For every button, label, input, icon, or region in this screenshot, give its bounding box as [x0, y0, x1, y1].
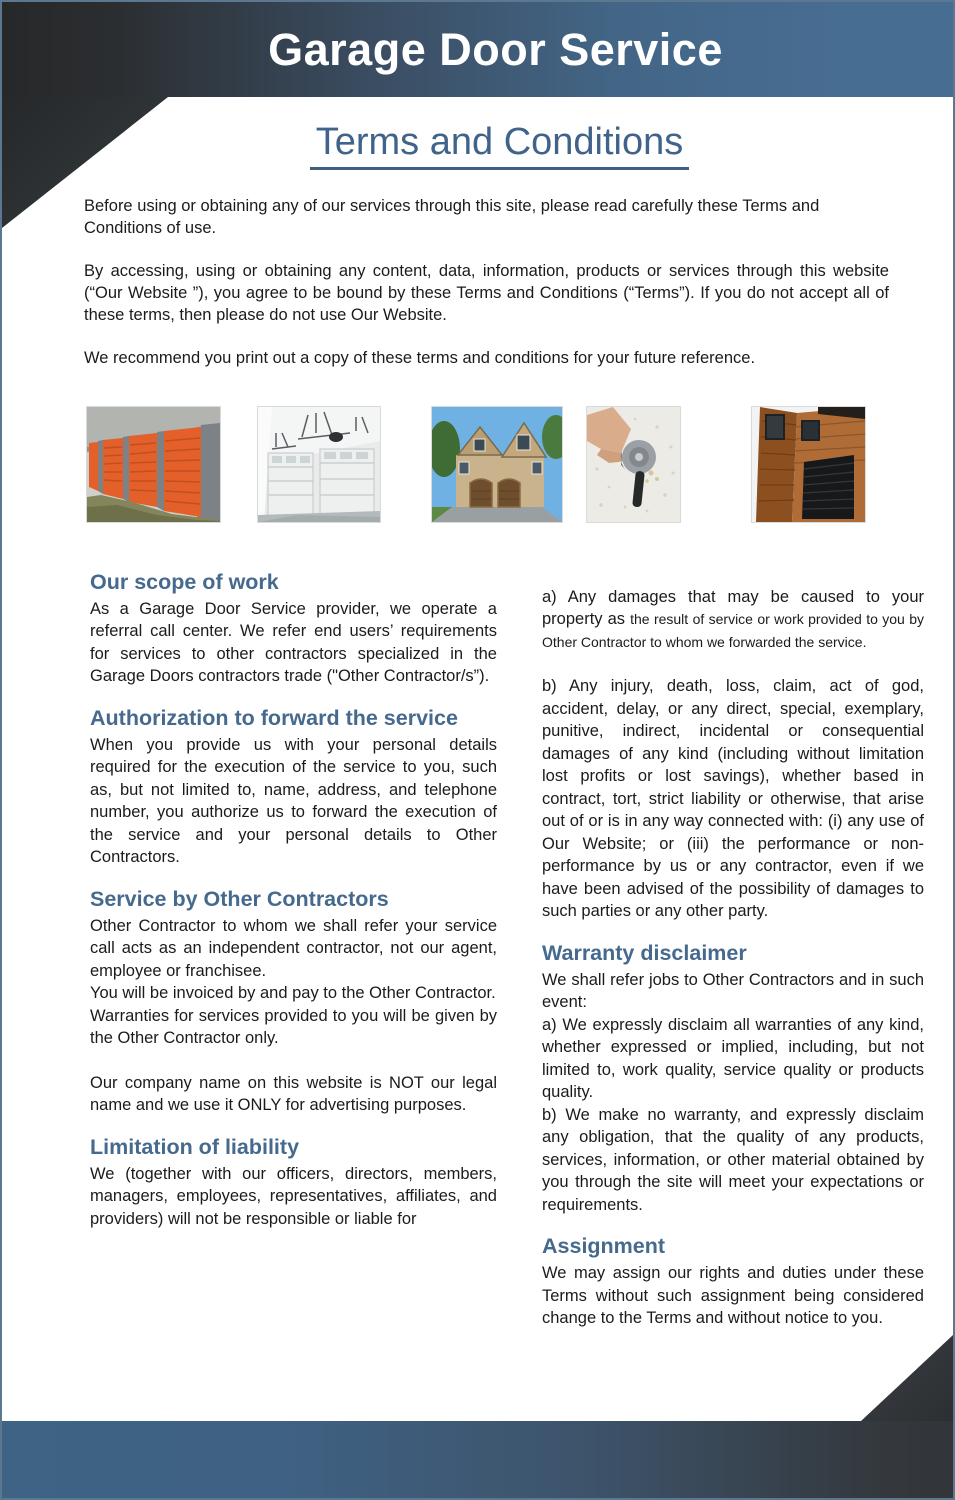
photo-row	[87, 407, 953, 522]
damages-paragraph-b: b) Any injury, death, loss, claim, act of god, accident, delay, or any direct, special, exemplary, punitive, indirect, incidental or consequential damages of any kind (including without limitation lost profits or lost savings), whether based in contract, tort, strict liability or otherwise, that arise out of or is in any way connected with: (i) any use of Our Website; or (iii) the performance or non-performance by us or any contractor, even if we have been advised of the possibility of damages to such parties or any other party.	[542, 677, 924, 921]
section-heading-assignment: Assignment	[542, 1234, 666, 1259]
intro-paragraph-3: We recommend you print out a copy of these terms and conditions for your future reference.	[84, 348, 756, 367]
damages-a-detail: the result of service or work provided to you by Other Contractor to whom we forwarded the service.	[542, 611, 925, 650]
section-heading-service-by-others: Service by Other Contractors	[90, 886, 389, 911]
left-column	[90, 569, 497, 1330]
warranty-item-b: b) We make no warranty, and expressly disclaim any obligation, that the quality of any products, services, information, or other material obtained by you through the site will meet your expectations or requirements.	[542, 1105, 924, 1214]
footer-band	[2, 1421, 953, 1498]
photo-orange-storage-units	[87, 407, 220, 522]
assignment-paragraph: We may assign our rights and duties under these Terms without such assignment being considered change to the Terms and without notice to you.	[542, 1264, 924, 1328]
service-by-others-line-2: You will be invoiced by and pay to the Other Contractor.	[90, 984, 496, 1003]
service-by-others-line-1: Other Contractor to whom we shall refer your service call acts as an independent contractor, not our agent, employee or franchisee.	[90, 916, 497, 980]
photo-garage-interior-opener	[258, 407, 380, 522]
scope-paragraph: As a Garage Door Service provider, we operate a referral call center. We refer end users’ requirements for services to other contractors specialized in the Garage Doors contractors trade ("Other Contractor/s”).	[90, 599, 497, 686]
grinder-tool-work-image	[587, 407, 680, 522]
intro-paragraph-2: By accessing, using or obtaining any content, data, information, products or services through this website (“Our Website ”), you agree to be bound by these Terms and Conditions (“Terms”). If you do not accept all of these terms, then please do not use Our Website.	[84, 261, 889, 324]
header-band	[2, 2, 953, 97]
bottom-right-corner-decoration	[861, 1335, 953, 1421]
garage-interior-opener-image	[258, 407, 380, 522]
house-double-garage-image	[432, 407, 562, 522]
damages-a-lead: a) Any damages that may be caused to your property as	[542, 587, 924, 629]
photo-grinder-tool-work	[587, 407, 680, 522]
company-name-paragraph: Our company name on this website is NOT our legal name and we use it ONLY for advertising purposes.	[90, 1073, 497, 1115]
photo-house-double-garage	[432, 407, 562, 522]
section-heading-warranty: Warranty disclaimer	[542, 940, 747, 965]
orange-storage-units-image	[87, 407, 220, 522]
section-heading-authorization: Authorization to forward the service	[90, 705, 458, 730]
section-heading-scope: Our scope of work	[90, 569, 279, 594]
site-title: Garage Door Service	[268, 23, 723, 75]
section-heading-limitation: Limitation of liability	[90, 1134, 300, 1159]
warranty-line-1: We shall refer jobs to Other Contractors and in such event:	[542, 970, 924, 1012]
service-by-others-line-3: Warranties for services provided to you will be given by the Other Contractor only.	[90, 1006, 497, 1048]
authorization-paragraph: When you provide us with your personal details required for the execution of the service to you, such as, but not limited to, name, address, and telephone number, you authorize us to forward the execution of the service and your personal details to Other Contractors.	[90, 735, 497, 867]
page-title: Terms and Conditions	[310, 122, 690, 170]
warranty-item-a: a) We expressly disclaim all warranties of any kind, whether expressed or implied, including, but not limited to, work quality, service quality or products quality.	[542, 1015, 924, 1102]
limitation-paragraph: We (together with our officers, directors, members, managers, employees, representatives, affiliates, and providers) will not be responsible or liable for	[90, 1164, 497, 1228]
damages-paragraph-a	[542, 586, 924, 654]
intro-paragraph-1: Before using or obtaining any of our services through this site, please read carefully these Terms and Conditions of use.	[84, 196, 820, 237]
right-column	[542, 569, 924, 1330]
page-title-wrap	[2, 122, 953, 170]
terms-columns	[90, 569, 953, 1330]
wood-facade-garage-image	[752, 407, 865, 522]
photo-wood-facade-garage	[752, 407, 865, 522]
